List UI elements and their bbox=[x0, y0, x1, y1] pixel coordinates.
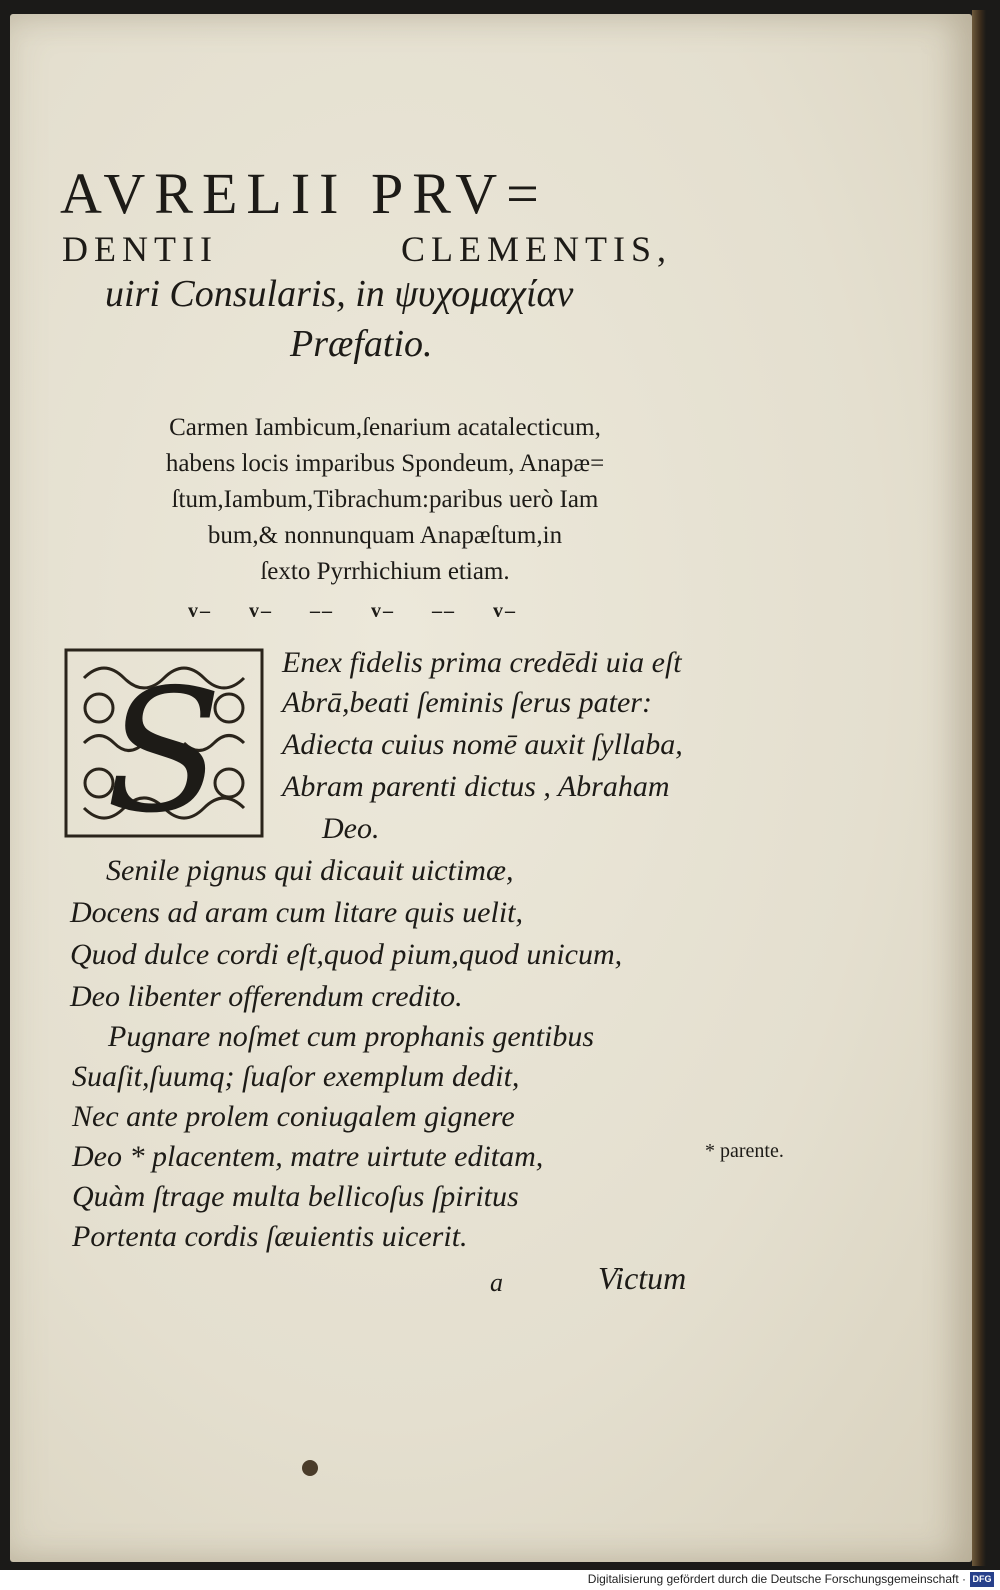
verse-line: Abram parenti dictus , Abraham bbox=[282, 770, 670, 803]
metrical-scheme: v– v– –– v– –– v– bbox=[188, 600, 517, 622]
title-line-2 bbox=[62, 228, 672, 270]
ink-spot bbox=[302, 1460, 318, 1476]
title-line-4: Præfatio. bbox=[290, 323, 433, 365]
verse-line: Docens ad aram cum litare quis uelit, bbox=[70, 896, 524, 929]
verse-line: Abrā,beati ſeminis ſerus pater: bbox=[282, 686, 652, 719]
verse-line: Quod dulce cordi eſt,quod pium,quod unicum, bbox=[70, 938, 623, 971]
description-line: Carmen Iambicum,ſenarium acatalecticum, bbox=[169, 414, 601, 441]
funding-credit: Digitalisierung gefördert durch die Deutsche Forschungsgemeinschaft · bbox=[587, 1572, 966, 1586]
footer-bar bbox=[0, 1570, 1000, 1590]
verse-line: Adiecta cuius nomē auxit ſyllaba, bbox=[282, 728, 683, 761]
description-line: ſtum,Iambum,Tibrachum:paribus uerò Iam bbox=[171, 486, 599, 513]
verse-line: Pugnare noſmet cum prophanis gentibus bbox=[108, 1020, 595, 1053]
signature-mark: a bbox=[490, 1268, 503, 1297]
dfg-logo-icon: DFG bbox=[970, 1572, 994, 1587]
verse-line: Suaſit,ſuumq; ſuaſor exemplum dedit, bbox=[72, 1060, 520, 1093]
verse-line: Nec ante prolem coniugalem gignere bbox=[72, 1100, 515, 1133]
book-edge bbox=[972, 10, 986, 1566]
verse-line: Senile pignus qui dicauit uictimæ, bbox=[106, 854, 514, 887]
catchword: Victum bbox=[598, 1260, 687, 1296]
description-line: habens locis imparibus Spondeum, Anapæ= bbox=[165, 450, 605, 477]
ornament-icon bbox=[64, 648, 264, 838]
initial-letter: S bbox=[105, 653, 223, 838]
verse-line: Deo. bbox=[322, 812, 380, 845]
title-word-clementis: CLEMENTIS, bbox=[401, 229, 672, 269]
title-line-3: uiri Consularis, in ψυχομαχίαν bbox=[105, 273, 574, 315]
verse-line: Quàm ſtrage multa bellicoſus ſpiritus bbox=[72, 1180, 519, 1213]
title-line-1: AVRELII PRV= bbox=[60, 161, 548, 226]
description-line: bum,& nonnunquam Anapæſtum,in bbox=[207, 522, 563, 549]
verse-line: Deo libenter offerendum credito. bbox=[70, 980, 463, 1013]
verse-line: Deo * placentem, matre uirtute editam, bbox=[72, 1140, 544, 1173]
description-line: ſexto Pyrrhichium etiam. bbox=[260, 558, 510, 585]
verse-line: Portenta cordis ſæuientis uicerit. bbox=[72, 1220, 468, 1253]
title-word-dentii: DENTII bbox=[62, 229, 218, 269]
verse-line: Enex fidelis prima credēdi uia eſt bbox=[282, 646, 682, 679]
meter-description bbox=[95, 410, 675, 590]
margin-note: * parente. bbox=[705, 1140, 784, 1162]
decorated-initial bbox=[64, 648, 264, 838]
